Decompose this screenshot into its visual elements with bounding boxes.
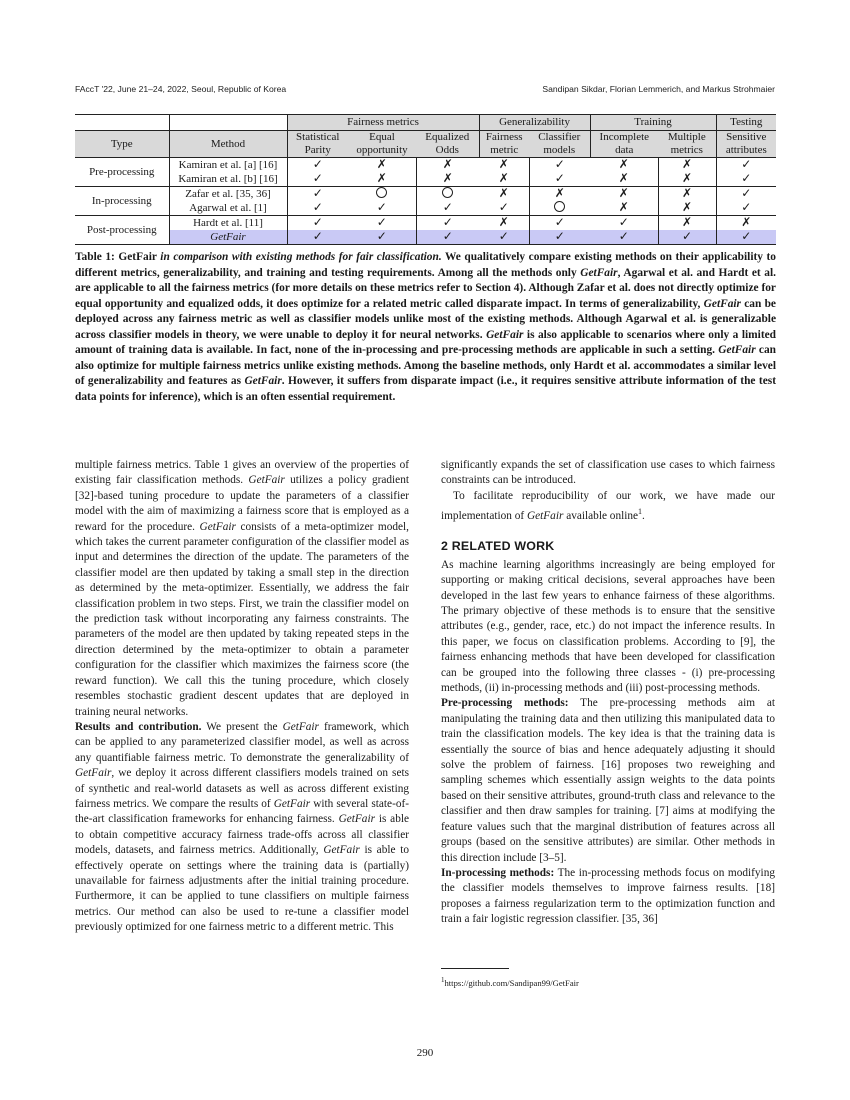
caption-text: is also applicable to scenarios where only a limited amount of training data is available. In fact, none of the in-processing and pre-processing methods are applicable in such a setting.: [75, 328, 777, 356]
check-icon: ✓: [618, 215, 629, 229]
value-cell: [479, 172, 529, 187]
text: We present the: [201, 720, 283, 733]
check-icon: ✓: [376, 230, 387, 243]
comparison-table: [75, 114, 776, 245]
value-cell: [287, 158, 348, 173]
text: utilizes a policy gradient [32]-based tuning procedure to update the parameters of a classifier model with the aim of maximizing a fairness score that is employed as a reward for the procedure.: [75, 474, 409, 533]
check-icon: ✓: [741, 230, 752, 243]
col-header: Parity: [287, 144, 348, 158]
table-row: [75, 216, 776, 231]
value-cell: [590, 230, 658, 245]
value-cell: [348, 230, 416, 245]
cross-icon: ✗: [498, 172, 509, 185]
value-cell: [716, 158, 776, 173]
check-icon: ✓: [312, 172, 323, 185]
col-header: attributes: [716, 144, 776, 158]
value-cell: [529, 216, 590, 231]
method-cell: Kamiran et al. [a] [16]: [169, 158, 287, 173]
running-header: [75, 84, 775, 98]
left-column: [75, 458, 409, 936]
check-icon: ✓: [442, 230, 453, 243]
col-header: Statistical: [287, 131, 348, 145]
value-cell: [658, 172, 716, 187]
col-header: Classifier: [529, 131, 590, 145]
cross-icon: ✗: [682, 215, 693, 229]
col-header: Sensitive: [716, 131, 776, 145]
cross-icon: ✗: [682, 186, 693, 200]
cross-icon: ✗: [376, 157, 387, 171]
type-cell: Post-processing: [75, 216, 169, 245]
footnote-link[interactable]: https://github.com/Sandipan99/GetFair: [444, 977, 579, 988]
cross-icon: ✗: [618, 186, 629, 200]
section-heading: 2 RELATED WORK: [441, 539, 555, 554]
text: , we deploy it across different classifiers models trained on sets of synthetic and real-world datasets as well as across different existing fairness metrics. We compare the results of: [75, 767, 409, 810]
value-cell: [716, 216, 776, 231]
method-cell: Zafar et al. [35, 36]: [169, 187, 287, 202]
header-authors: Sandipan Sikdar, Florian Lemmerich, and Markus Strohmaier: [542, 84, 775, 94]
check-icon: ✓: [312, 201, 323, 214]
col-header: metrics: [658, 144, 716, 158]
value-cell: [416, 216, 479, 231]
value-cell: [590, 216, 658, 231]
value-cell: [416, 158, 479, 173]
value-cell: [716, 187, 776, 202]
value-cell: [479, 230, 529, 245]
method-name: GetFair: [210, 230, 246, 243]
value-cell: [479, 201, 529, 216]
value-cell: [416, 172, 479, 187]
text: is able to effectively operate on settings where the training data is (partially) unavailable for fairness adjustments after the initial training procedure. Furthermore, it can be applied to tune classifiers on multiple fairness metrics. Our method can also be used to re-tune a classifier model previously optimized for one fairness metric to a different metric. This: [75, 844, 409, 934]
col-header: Equal: [348, 131, 416, 145]
check-icon: ✓: [554, 157, 565, 171]
value-cell: [348, 216, 416, 231]
caption-text: We qualitatively compare existing methods on their applicability to different metrics, generalizability, and training and testing requirements. Among all the methods only: [75, 251, 777, 279]
right-column: [441, 458, 775, 928]
cross-icon: ✗: [442, 157, 453, 171]
check-icon: ✓: [376, 215, 387, 229]
value-cell: [590, 158, 658, 173]
col-header: data: [590, 144, 658, 158]
paragraph-results: [75, 720, 409, 936]
getfair-term: GetFair: [703, 297, 741, 310]
paragraph-preprocessing: [441, 696, 775, 865]
check-icon: ✓: [682, 230, 693, 243]
value-cell: [658, 230, 716, 245]
value-cell: [479, 158, 529, 173]
paragraph: As machine learning algorithms increasingly are being employed for supporting or making critical decisions, several approaches have been developed in the last few years to enhance fairness of these algorithms. The primary objective of these methods is to ensure that the sensitive attributes (e.g., gender, race, etc.) do not impact the inference results. In this paper, we focus on classification problems. According to [9], the fairness enhancing methods that have been developed for classification can be grouped into the following three classes - (i) pre-processing methods, (ii) in-processing methods and (iii) post-processing methods.: [441, 558, 775, 695]
paragraph: significantly expands the set of classification use cases to which fairness constraints can be introduced.: [441, 459, 775, 487]
value-cell: [287, 187, 348, 202]
value-cell: [416, 230, 479, 245]
table-row: [75, 230, 776, 245]
value-cell: [348, 172, 416, 187]
footnote-rule: [441, 968, 509, 969]
method-cell: [169, 230, 287, 245]
text: available online: [563, 509, 639, 522]
check-icon: ✓: [312, 186, 323, 200]
value-cell: [479, 187, 529, 202]
check-icon: ✓: [741, 201, 752, 214]
value-cell: [529, 158, 590, 173]
method-cell: Hardt et al. [11]: [169, 216, 287, 231]
col-header: Odds: [416, 144, 479, 158]
value-cell: [529, 201, 590, 216]
value-cell: [287, 216, 348, 231]
table-caption: [75, 250, 776, 405]
col-header: metric: [479, 144, 529, 158]
method-header: Method: [169, 131, 287, 158]
check-icon: ✓: [442, 201, 453, 214]
value-cell: [716, 172, 776, 187]
cross-icon: ✗: [442, 172, 453, 185]
cross-icon: ✗: [498, 215, 509, 229]
check-icon: ✓: [312, 157, 323, 171]
col-header: models: [529, 144, 590, 158]
check-icon: ✓: [498, 201, 509, 214]
getfair-term: GetFair: [199, 520, 236, 533]
cross-icon: ✗: [376, 172, 387, 185]
caption-text: can be deployed across any fairness metric as well as classifier models unlike most of the existing methods. Although Agarwal et al. is generalizable across classifier models in theory, we were unable to deploy it for neural networks.: [75, 297, 776, 341]
value-cell: [658, 187, 716, 202]
value-cell: [348, 187, 416, 202]
caption-text: can also optimize for multiple fairness metrics unlike existing methods. Among the baseline methods, only Hardt et al. accommodates a similar level of generalizability and features as: [75, 344, 776, 387]
cross-icon: ✗: [554, 186, 565, 200]
text: .: [642, 509, 645, 522]
text: To facilitate reproducibility of our work, we have made our implementation of: [441, 489, 775, 522]
value-cell: [287, 201, 348, 216]
value-cell: [416, 201, 479, 216]
getfair-term: GetFair: [323, 844, 360, 857]
partial-circle-icon: [554, 201, 565, 212]
caption-italic: in comparison with existing methods for fair classification.: [160, 251, 442, 263]
caption-label: Table 1: GetFair: [75, 251, 161, 263]
footnote-mark: 1: [638, 507, 643, 517]
cross-icon: ✗: [682, 201, 693, 214]
cross-icon: ✗: [618, 172, 629, 185]
cross-icon: ✗: [498, 157, 509, 171]
getfair-term: GetFair: [580, 266, 618, 279]
value-cell: [716, 201, 776, 216]
table-row: [75, 201, 776, 216]
check-icon: ✓: [554, 172, 565, 185]
col-header: Incomplete: [590, 131, 658, 145]
getfair-term: GetFair: [526, 509, 564, 522]
getfair-term: GetFair: [338, 813, 375, 826]
text: multiple fairness metrics. Table 1 gives an overview of the properties of existing fair classification methods.: [75, 459, 409, 487]
getfair-term: GetFair: [282, 720, 319, 733]
check-icon: ✓: [741, 186, 752, 200]
text: is able to obtain competitive accuracy fairness trade-offs across all classifier models, datasets, and fairness metrics. Additionally,: [75, 813, 409, 857]
caption-text: . However, it suffers from disparate impact (i.e., it requires sensitive attribute information of the test data points for inference), which is an often essential requirement.: [75, 375, 776, 403]
value-cell: [716, 230, 776, 245]
page-number: 290: [416, 1047, 434, 1059]
value-cell: [529, 230, 590, 245]
col-header: Multiple: [658, 131, 716, 145]
value-cell: [479, 216, 529, 231]
paragraph: [441, 489, 775, 525]
value-cell: [658, 158, 716, 173]
group-fairness-metrics: Fairness metrics: [287, 115, 479, 131]
value-cell: [348, 158, 416, 173]
check-icon: ✓: [312, 230, 323, 243]
col-header: Equalized: [416, 131, 479, 145]
type-cell: In-processing: [75, 187, 169, 216]
group-testing: Testing: [716, 115, 776, 131]
value-cell: [529, 187, 590, 202]
value-cell: [287, 230, 348, 245]
cross-icon: ✗: [498, 186, 509, 200]
value-cell: [658, 216, 716, 231]
group-training: Training: [590, 115, 716, 131]
value-cell: [348, 201, 416, 216]
paragraph-inprocessing: [441, 866, 775, 928]
getfair-term: GetFair: [244, 375, 282, 387]
cross-icon: ✗: [618, 201, 629, 214]
text: The pre-processing methods aim at manipulating the training data and then utilizing this manipulated data to train the classification models. The key idea is that the training data is essentially the source of bias and hence adequately adjusting it should solve the problem of fairness. [16] proposes two reweighing and sampling schemes which essentially assign weights to the data points based on their sensitive attributes, ground-truth class and relevance to the classifier and then draw samples for training. [7] aims at modifying the feature values such that the marginal distribution of features across all groups (based on the sensitive attributes) are similar. Other methods in this direction include [3–5].: [441, 697, 775, 864]
run-in-heading: Pre-processing methods:: [441, 697, 569, 710]
value-cell: [658, 201, 716, 216]
method-cell: Kamiran et al. [b] [16]: [169, 172, 287, 187]
check-icon: ✓: [618, 230, 629, 243]
text: The in-processing methods focus on modifying the classifier models themselves to improve fairness results. [18] proposes a fairness regularization term to the optimization function and train a fair logistic regression classifier. [35, 36]: [441, 866, 775, 926]
text: consists of a meta-optimizer model, which takes the current parameter configuration of the classifier model as input and determines the direction of the update. The parameters of the classifier model are then updated by taking a small step in the direction as determined by the meta-optimizer. Essentially, we address the fair classification problem in two steps. First, we train the classifier model on the prediction task without incorporating any fairness constraints. The parameters of the model are then updated by taking repeated steps in the direction determined by the meta-optimizer to obtain a parameter configuration for the classifier which maximizes the fairness score (the reward function). We call this the tuning procedure, which closely resembles stochastic gradient descent updates that are deployed in training neural networks.: [75, 520, 409, 718]
check-icon: ✓: [554, 230, 565, 243]
check-icon: ✓: [376, 201, 387, 214]
check-icon: ✓: [442, 215, 453, 229]
method-cell: Agarwal et al. [1]: [169, 201, 287, 216]
text: framework, which can be applied to any parameterized classifier model, as well as across any quantifiable fairness metric. To demonstrate the generalizability of: [75, 720, 409, 764]
check-icon: ✓: [312, 215, 323, 229]
value-cell: [287, 172, 348, 187]
cross-icon: ✗: [741, 215, 752, 229]
footnote-number: 1: [441, 976, 445, 984]
value-cell: [590, 172, 658, 187]
col-header: opportunity: [348, 144, 416, 158]
table-row: [75, 187, 776, 202]
table-row: [75, 172, 776, 187]
cross-icon: ✗: [682, 157, 693, 171]
getfair-term: GetFair: [248, 474, 285, 487]
text: with several state-of-the-art classification frameworks for enhancing fairness.: [75, 797, 410, 826]
footnote: [441, 975, 579, 989]
type-cell: Pre-processing: [75, 158, 169, 187]
getfair-term: GetFair: [486, 328, 524, 341]
value-cell: [590, 187, 658, 202]
group-generalizability: Generalizability: [479, 115, 590, 131]
value-cell: [529, 172, 590, 187]
cross-icon: ✗: [682, 172, 693, 185]
check-icon: ✓: [498, 230, 509, 243]
value-cell: [590, 201, 658, 216]
partial-circle-icon: [442, 187, 453, 198]
col-header: Fairness: [479, 131, 529, 145]
check-icon: ✓: [741, 172, 752, 185]
caption-text: , Agarwal et al. and Hardt et al. are applicable to all the fairness metrics (for more details on these metrics refer to Section 4). Although Zafar et al. does not directly optimize for equal opportunity and equalized odds, it does optimize for a related metric called disparate impact. In terms of generalizability,: [75, 266, 776, 310]
check-icon: ✓: [741, 157, 752, 171]
partial-circle-icon: [376, 187, 387, 198]
check-icon: ✓: [554, 215, 565, 229]
getfair-term: GetFair: [75, 767, 112, 780]
table-row: [75, 158, 776, 173]
getfair-term: GetFair: [273, 797, 311, 810]
run-in-heading: Results and contribution.: [75, 720, 202, 733]
paragraph: [75, 458, 409, 720]
cross-icon: ✗: [618, 157, 629, 171]
type-header: Type: [75, 131, 169, 158]
run-in-heading: In-processing methods:: [441, 866, 555, 879]
header-venue: FAccT '22, June 21–24, 2022, Seoul, Republic of Korea: [75, 84, 287, 94]
getfair-term: GetFair: [718, 344, 756, 356]
value-cell: [416, 187, 479, 202]
